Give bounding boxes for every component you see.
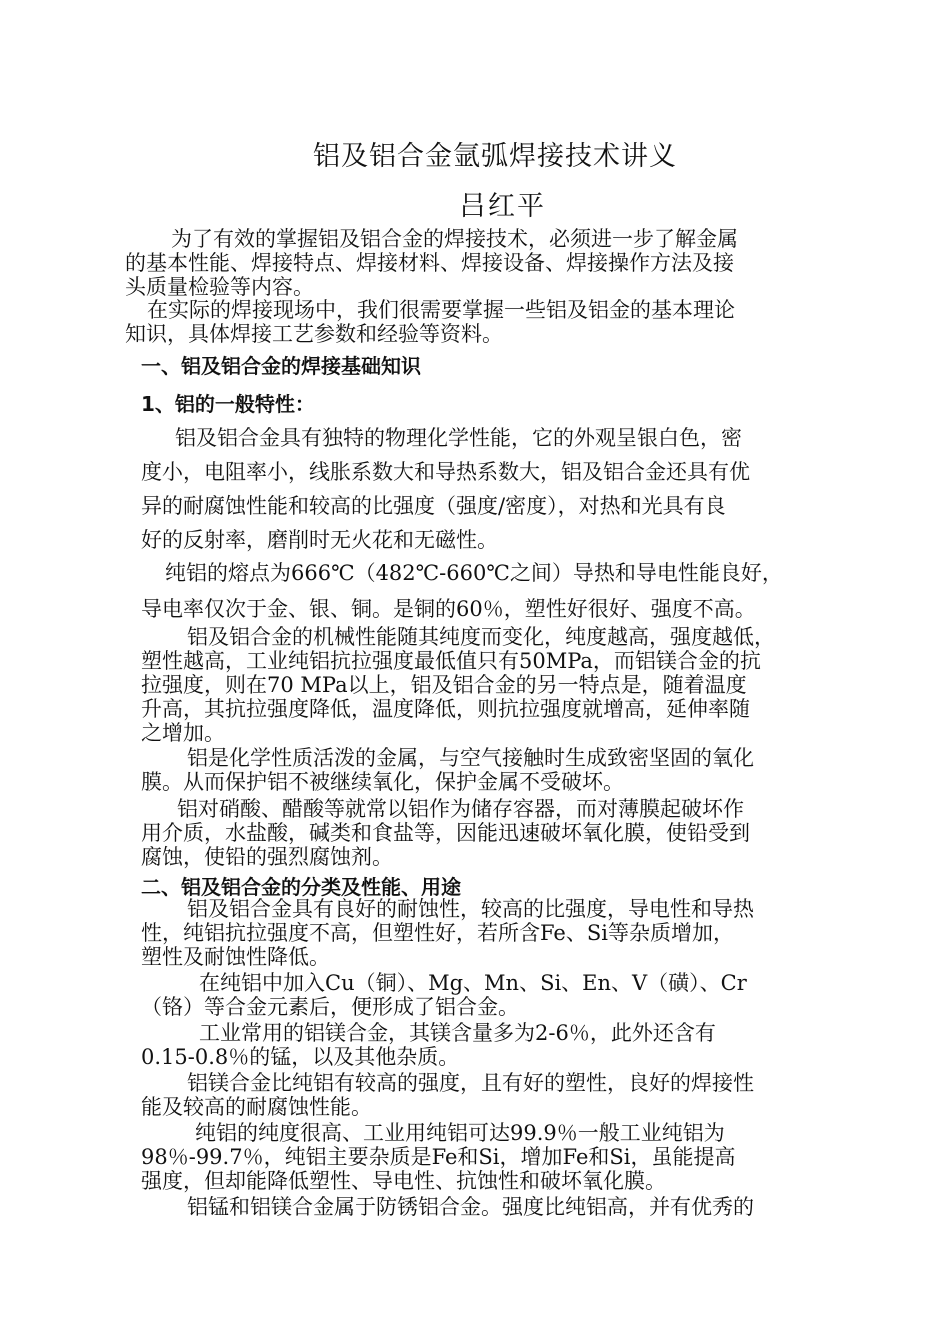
paragraph-anti-rust bbox=[141, 1195, 754, 1219]
paragraph-strength bbox=[141, 1071, 754, 1119]
text-line: 腐蚀，使铅的强烈腐蚀剂。 bbox=[141, 845, 393, 869]
text-line: 铝及铝合金具有独特的物理化学性能，它的外观呈银白色，密 bbox=[175, 426, 742, 450]
text-line: 为了有效的掌握铝及铝合金的焊接技术，必须进一步了解金属 bbox=[171, 227, 738, 251]
text-line: 之增加。 bbox=[141, 721, 225, 745]
paragraph-melting-point bbox=[141, 561, 783, 585]
section-heading-1: 一、铝及铝合金的焊接基础知识 bbox=[141, 354, 421, 378]
text-line: 异的耐腐蚀性能和较高的比强度（强度/密度），对热和光具有良 bbox=[141, 494, 726, 518]
text-line: 98％-99.7％，纯铝主要杂质是Fe和Si，增加Fe和Si，虽能提高 bbox=[141, 1145, 736, 1169]
text-line: 好的反射率，磨削时无火花和无磁性。 bbox=[141, 528, 498, 552]
subsection-heading-1-1: 1、铝的一般特性： bbox=[141, 392, 315, 416]
paragraph-mechanical bbox=[141, 625, 775, 745]
paragraph-purity bbox=[141, 1121, 735, 1193]
paragraph-corrosion bbox=[141, 797, 750, 869]
text-line: （铬）等合金元素后，便形成了铝合金。 bbox=[141, 995, 519, 1019]
section-heading-2: 二、铝及铝合金的分类及性能、用途 bbox=[141, 875, 461, 899]
text-line: 铝及铝合金的机械性能随其纯度而变化，纯度越高，强度越低， bbox=[187, 625, 775, 649]
text-line: 铝锰和铝镁合金属于防锈铝合金。强度比纯铝高，并有优秀的 bbox=[187, 1195, 754, 1219]
text-line: 在实际的焊接现场中，我们很需要掌握一些铝及铝金的基本理论 bbox=[147, 298, 735, 322]
text-line: 铝及铝合金具有良好的耐蚀性，较高的比强度，导电性和导热 bbox=[187, 897, 754, 921]
text-line: 铝镁合金比纯铝有较高的强度，且有好的塑性，良好的焊接性 bbox=[187, 1071, 754, 1095]
paragraph-general-properties bbox=[141, 421, 750, 557]
text-line: 度小，电阻率小，线胀系数大和导热系数大，铝及铝合金还具有优 bbox=[141, 460, 750, 484]
text-line: 纯铝的纯度很高、工业用纯铝可达99.9％一般工业纯铝为 bbox=[195, 1121, 725, 1145]
text-line: 知识，具体焊接工艺参数和经验等资料。 bbox=[125, 322, 503, 346]
text-line: 的基本性能、焊接特点、焊接材料、焊接设备、焊接操作方法及接 bbox=[125, 251, 734, 275]
text-line: 强度，但却能降低塑性、导电性、抗蚀性和破坏氧化膜。 bbox=[141, 1169, 666, 1193]
text-line: 0.15-0.8％的锰，以及其他杂质。 bbox=[141, 1045, 460, 1069]
text-line: 纯铝的熔点为666℃（482℃-660℃之间）导热和导电性能良好， bbox=[165, 561, 783, 585]
paragraph-alloy-elements bbox=[141, 971, 747, 1019]
text-line: 拉强度，则在70 MPa以上，铝及铝合金的另一特点是，随着温度 bbox=[141, 673, 747, 697]
text-line: 性，纯铝抗拉强度不高，但塑性好，若所含Fe、Si等杂质增加， bbox=[141, 921, 734, 945]
text-line: 铝对硝酸、醋酸等就常以铝作为储存容器，而对薄膜起破坏作 bbox=[177, 797, 744, 821]
paragraph-classification bbox=[141, 897, 754, 969]
text-line: 塑性越高，工业纯铝抗拉强度最低值只有50MPa，而铝镁合金的抗 bbox=[141, 649, 761, 673]
document-author: 吕红平 bbox=[459, 191, 546, 222]
paragraph-conductivity bbox=[141, 597, 756, 621]
text-line: 工业常用的铝镁合金，其镁含量多为2-6％，此外还含有 bbox=[199, 1021, 716, 1045]
paragraph-al-mg-alloy bbox=[141, 1021, 716, 1069]
intro-paragraph bbox=[125, 227, 738, 299]
text-line: 铝是化学性质活泼的金属，与空气接触时生成致密坚固的氧化 bbox=[187, 746, 754, 770]
text-line: 升高，其抗拉强度降低，温度降低，则抗拉强度就增高，延伸率随 bbox=[141, 697, 750, 721]
text-line: 头质量检验等内容。 bbox=[125, 275, 314, 299]
text-line: 在纯铝中加入Cu（铜）、Mg、Mn、Si、En、V（磺）、Cr bbox=[199, 971, 747, 995]
paragraph-oxide-film bbox=[141, 746, 754, 794]
text-line: 导电率仅次于金、银、铜。是铜的60％，塑性好很好、强度不高。 bbox=[141, 597, 756, 621]
text-line: 能及较高的耐腐蚀性能。 bbox=[141, 1095, 372, 1119]
intro-paragraph-2 bbox=[125, 298, 735, 346]
text-line: 塑性及耐蚀性降低。 bbox=[141, 945, 330, 969]
document-title: 铝及铝合金氩弧焊接技术讲义 bbox=[313, 141, 677, 172]
text-line: 膜。从而保护铝不被继续氧化，保护金属不受破坏。 bbox=[141, 770, 624, 794]
text-line: 用介质，水盐酸，碱类和食盐等，因能迅速破坏氧化膜，使铅受到 bbox=[141, 821, 750, 845]
